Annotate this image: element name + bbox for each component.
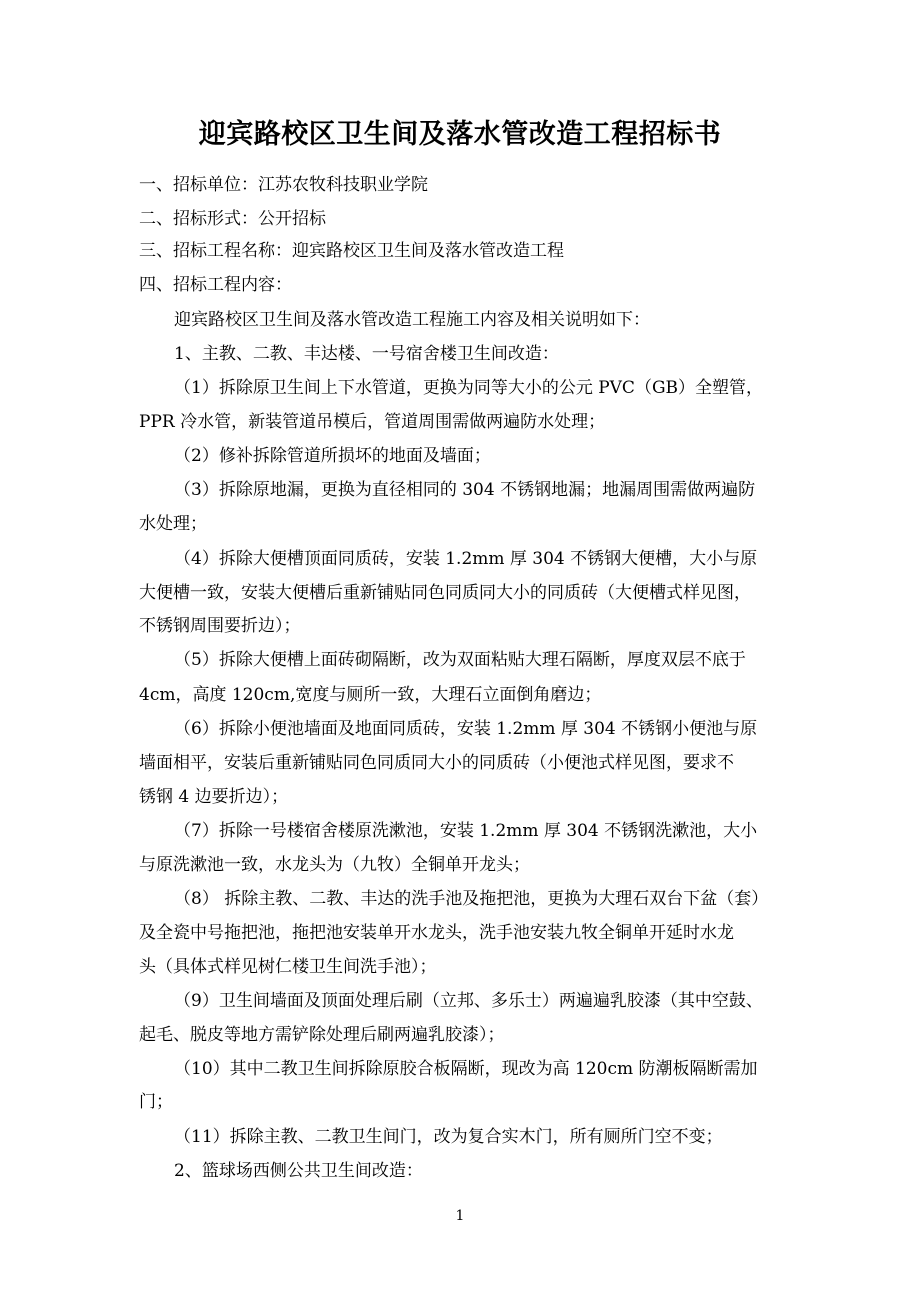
list-item-line: （8） 拆除主教、二教、丰达的洗手池及拖把池，更换为大理石双台下盆（套）	[174, 889, 769, 909]
list-item-line: 起毛、脱皮等地方需铲除处理后刷两遍乳胶漆）；	[139, 1025, 505, 1045]
list-item-line: 及全瓷中号拖把池，拖把池安装单开水龙头，洗手池安装九牧全铜单开延时水龙	[139, 923, 734, 943]
list-item-line: （9）卫生间墙面及顶面处理后刷（立邦、多乐士）两遍遍乳胶漆（其中空鼓、	[174, 991, 763, 1011]
page-number: 1	[455, 1208, 465, 1224]
list-item-line: 不锈钢周围要折边）；	[139, 616, 301, 636]
section-line: 三、招标工程名称：迎宾路校区卫生间及落水管改造工程	[139, 241, 564, 261]
paragraph-line: 迎宾路校区卫生间及落水管改造工程施工内容及相关说明如下：	[174, 310, 650, 330]
list-item-line: （1）拆除原卫生间上下水管道，更换为同等大小的公元 PVC（GB）全塑管，	[174, 378, 764, 398]
list-item-line: 门；	[139, 1092, 173, 1112]
list-item-line: （2）修补拆除管道所损坏的地面及墙面；	[174, 446, 491, 466]
section-line: 二、招标形式：公开招标	[139, 209, 326, 229]
subsection-heading: 2、篮球场西侧公共卫生间改造：	[174, 1161, 423, 1181]
list-item-line: 头（具体式样见树仁楼卫生间洗手池）；	[139, 957, 437, 977]
list-item-line: 大便槽一致，安装大便槽后重新铺贴同色同质同大小的同质砖（大便槽式样见图，	[139, 583, 751, 603]
section-line: 一、招标单位：江苏农牧科技职业学院	[139, 175, 428, 195]
list-item-line: 与原洗漱池一致，水龙头为（九牧）全铜单开龙头；	[139, 855, 530, 875]
section-line: 四、招标工程内容：	[139, 275, 292, 295]
list-item-line: （6）拆除小便池墙面及地面同质砖，安装 1.2mm 厚 304 不锈钢小便池与原	[174, 719, 758, 739]
list-item-line: （5）拆除大便槽上面砖砌隔断，改为双面粘贴大理石隔断，厚度双层不底于	[174, 650, 746, 670]
document-title: 迎宾路校区卫生间及落水管改造工程招标书	[198, 119, 722, 150]
list-item-line: 锈钢 4 边要折边）；	[139, 787, 289, 807]
list-item-line: （11）拆除主教、二教卫生间门，改为复合实木门，所有厕所门空不变；	[174, 1127, 723, 1147]
list-item-line: （3）拆除原地漏，更换为直径相同的 304 不锈钢地漏；地漏周围需做两遍防	[174, 480, 756, 500]
list-item-line: 水处理；	[139, 514, 207, 534]
list-item-line: 4cm，高度 120cm,宽度与厕所一致，大理石立面倒角磨边；	[139, 685, 602, 705]
list-item-line: 墙面相平，安装后重新铺贴同色同质同大小的同质砖（小便池式样见图，要求不	[139, 753, 734, 773]
subsection-heading: 1、主教、二教、丰达楼、一号宿舍楼卫生间改造：	[174, 344, 559, 364]
list-item-line: （7）拆除一号楼宿舍楼原洗漱池，安装 1.2mm 厚 304 不锈钢洗漱池，大小	[174, 821, 758, 841]
list-item-line: PPR 冷水管，新装管道吊模后，管道周围需做两遍防水处理；	[139, 412, 606, 432]
list-item-line: （10）其中二教卫生间拆除原胶合板隔断，现改为高 120cm 防潮板隔断需加	[174, 1059, 758, 1079]
list-item-line: （4）拆除大便槽顶面同质砖，安装 1.2mm 厚 304 不锈钢大便槽，大小与原	[174, 549, 758, 569]
